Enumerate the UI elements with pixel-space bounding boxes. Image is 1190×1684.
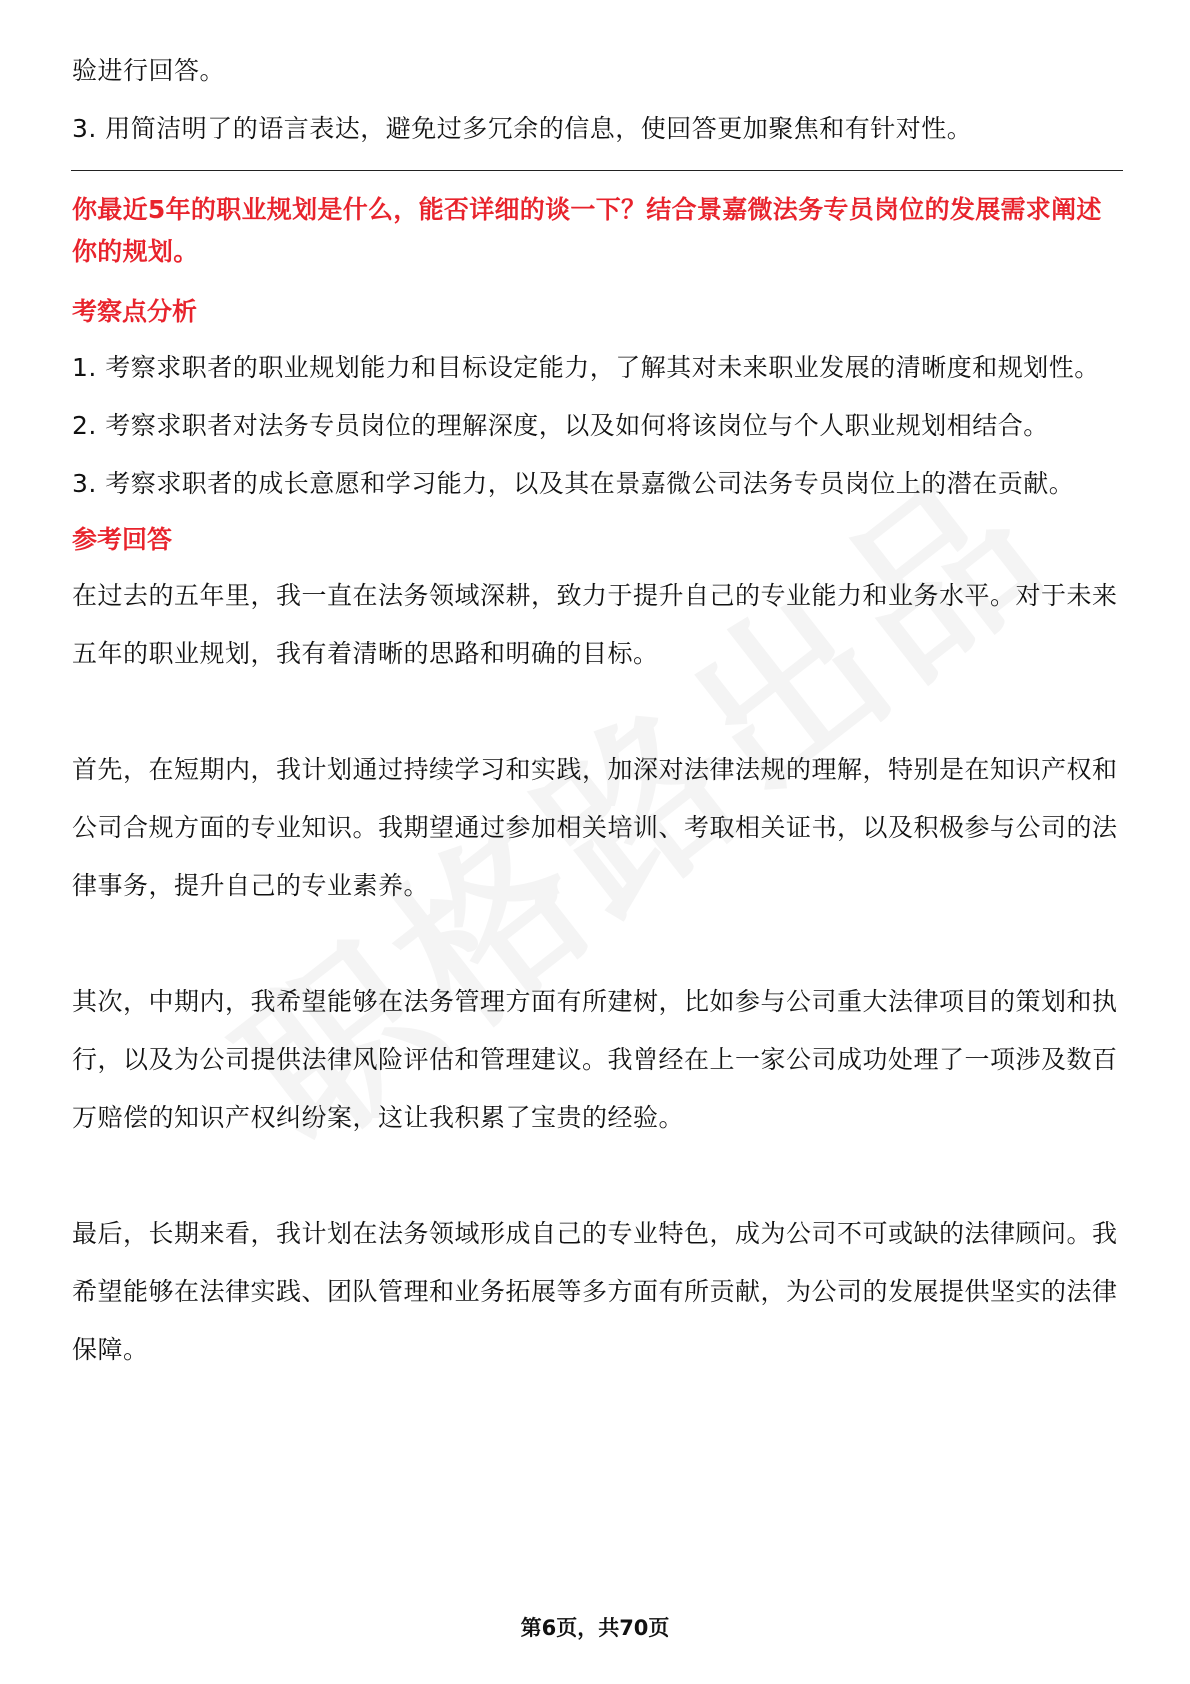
answer-paragraph-1: 在过去的五年里，我一直在法务领域深耕，致力于提升自己的专业能力和业务水平。对于未来五年的职业规划，我有着清晰的思路和明确的目标。 — [72, 581, 1118, 668]
section-divider — [71, 170, 1123, 171]
paragraph-gap — [72, 1147, 1122, 1205]
paragraph-gap — [72, 683, 1122, 741]
question-title: 你最近5年的职业规划是什么，能否详细的谈一下？结合景嘉微法务专员岗位的发展需求阐述你的规划。 — [72, 195, 1102, 266]
analysis-point-3: 3. 考察求职者的成长意愿和学习能力，以及其在景嘉微公司法务专员岗位上的潜在贡献。 — [72, 469, 1075, 498]
page-number: 第6页，共70页 — [520, 1616, 670, 1640]
intro-continued-line: 验进行回答。 — [72, 56, 226, 85]
analysis-point-1: 1. 考察求职者的职业规划能力和目标设定能力，了解其对未来职业发展的清晰度和规划性。 — [72, 353, 1100, 382]
answer-paragraph-3: 其次，中期内，我希望能够在法务管理方面有所建树，比如参与公司重大法律项目的策划和执行，以及为公司提供法律风险评估和管理建议。我曾经在上一家公司成功处理了一项涉及数百万赔偿的知识产权纠纷案，这让我积累了宝贵的经验。 — [72, 987, 1118, 1132]
page-content — [72, 42, 1122, 1379]
answer-paragraph-4: 最后，长期来看，我计划在法务领域形成自己的专业特色，成为公司不可或缺的法律顾问。我希望能够在法律实践、团队管理和业务拓展等多方面有所贡献，为公司的发展提供坚实的法律保障。 — [72, 1219, 1118, 1364]
answer-paragraph-2: 首先，在短期内，我计划通过持续学习和实践，加深对法律法规的理解，特别是在知识产权和公司合规方面的专业知识。我期望通过参加相关培训、考取相关证书，以及积极参与公司的法律事务，提升自己的专业素养。 — [72, 755, 1118, 900]
answer-heading: 参考回答 — [72, 525, 173, 554]
analysis-heading: 考察点分析 — [72, 297, 198, 326]
paragraph-gap — [72, 915, 1122, 973]
analysis-point-2: 2. 考察求职者对法务专员岗位的理解深度，以及如何将该岗位与个人职业规划相结合。 — [72, 411, 1049, 440]
intro-point-3: 3. 用简洁明了的语言表达，避免过多冗余的信息，使回答更加聚焦和有针对性。 — [72, 114, 973, 143]
